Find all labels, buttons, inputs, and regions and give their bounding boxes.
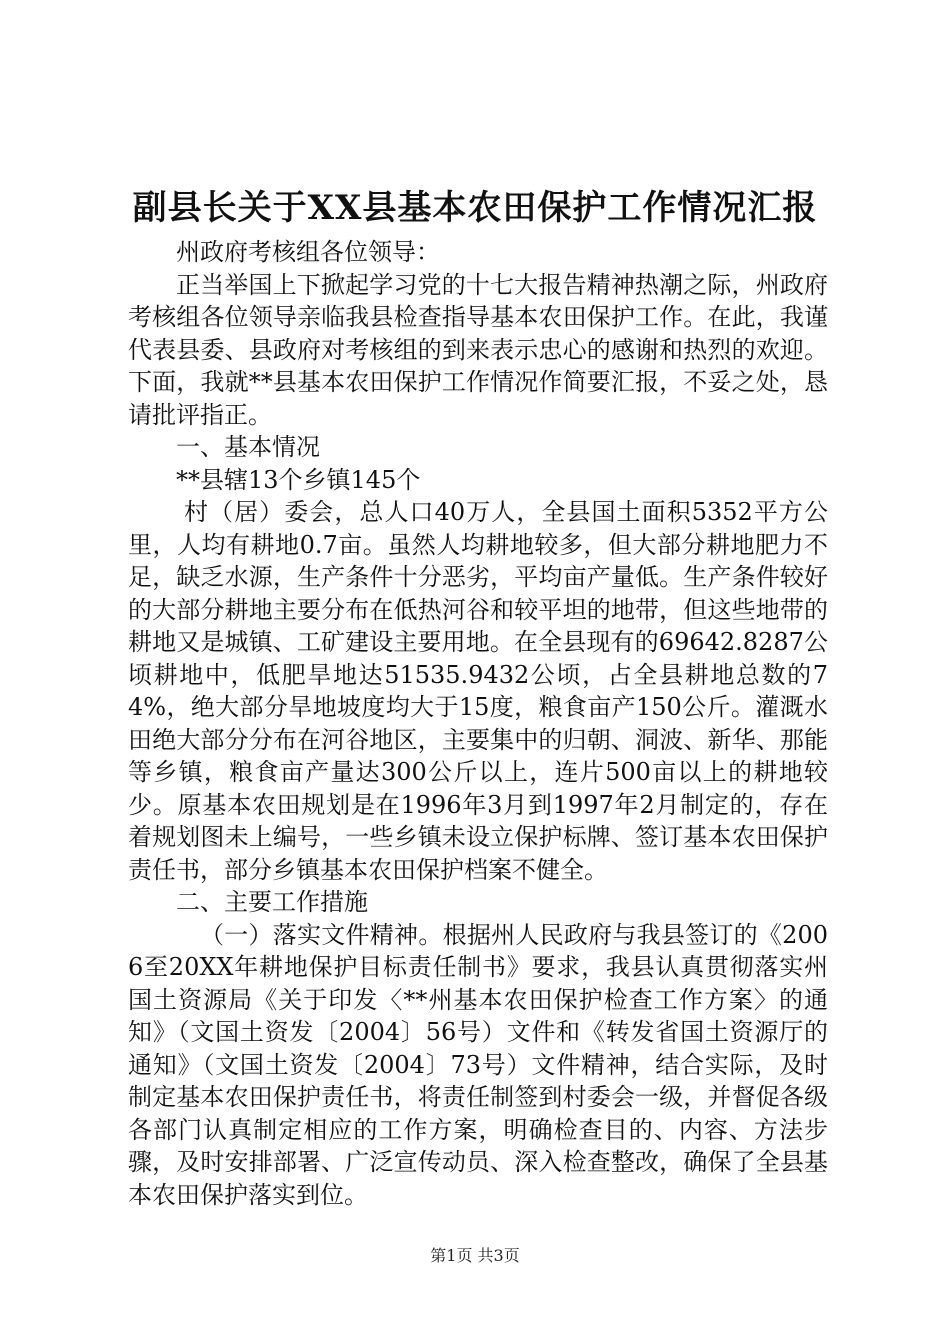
section1-paragraph: 村（居）委会，总人口40万人，全县国土面积5352平方公里，人均有耕地0.7亩。虽然人均耕地较多，但大部分耕地肥力不足，缺乏水源，生产条件十分恶劣，平均亩产量低。生产条件较好的大部分耕地主要分布在低热河谷和较平坦的地带，但这些地带的耕地又是城镇、工矿建设主要用地。在全县现有的69642.8287公顷耕地中，低肥旱地达51535.9432公顷，占全县耕地总数的74%，绝大部分旱地坡度均大于15度，粮食亩产150公斤。灌溉水田绝大部分分布在河谷地区，主要集中的归朝、洞波、新华、那能等乡镇，粮食亩产量达300公斤以上，连片500亩以上的耕地较少。原基本农田规划是在1996年3月到1997年2月制定的，存在着规划图未上编号，一些乡镇未设立保护标牌、签订基本农田保护责任书，部分乡镇基本农田保护档案不健全。 [128,498,828,884]
document-body [128,236,828,1211]
section1-first-line: **县辖13个乡镇145个 [176,465,421,494]
document-title: 副县长关于XX县基本农田保护工作情况汇报 [132,188,818,228]
section2-item1-paragraph: （一）落实文件精神。根据州人民政府与我县签订的《2006至20XX年耕地保护目标责任制书》要求，我县认真贯彻落实州国土资源局《关于印发〈**州基本农田保护检查工作方案〉的通知》（文国土资发〔2004〕56号）文件和《转发省国土资源厅的通知》（文国土资发〔2004〕73号）文件精神，结合实际，及时制定基本农田保护责任书，将责任制签到村委会一级，并督促各级各部门认真制定相应的工作方案，明确检查目的、内容、方法步骤，及时安排部署、广泛宣传动员、深入检查整改，确保了全县基本农田保护落实到位。 [128,920,828,1209]
section-heading-main-measures: 二、主要工作措施 [176,888,368,916]
salutation: 州政府考核组各位领导： [176,238,440,266]
page-footer: 第1页 共3页 [430,1246,520,1265]
intro-paragraph: 正当举国上下掀起学习党的十七大报告精神热潮之际，州政府考核组各位领导亲临我县检查指导基本农田保护工作。在此，我谨代表县委、县政府对考核组的到来表示忠心的感谢和热烈的欢迎。下面，我就**县基本农田保护工作情况作简要汇报，不妥之处，恳请批评指正。 [128,270,828,429]
section-heading-basic-situation: 一、基本情况 [176,433,320,461]
